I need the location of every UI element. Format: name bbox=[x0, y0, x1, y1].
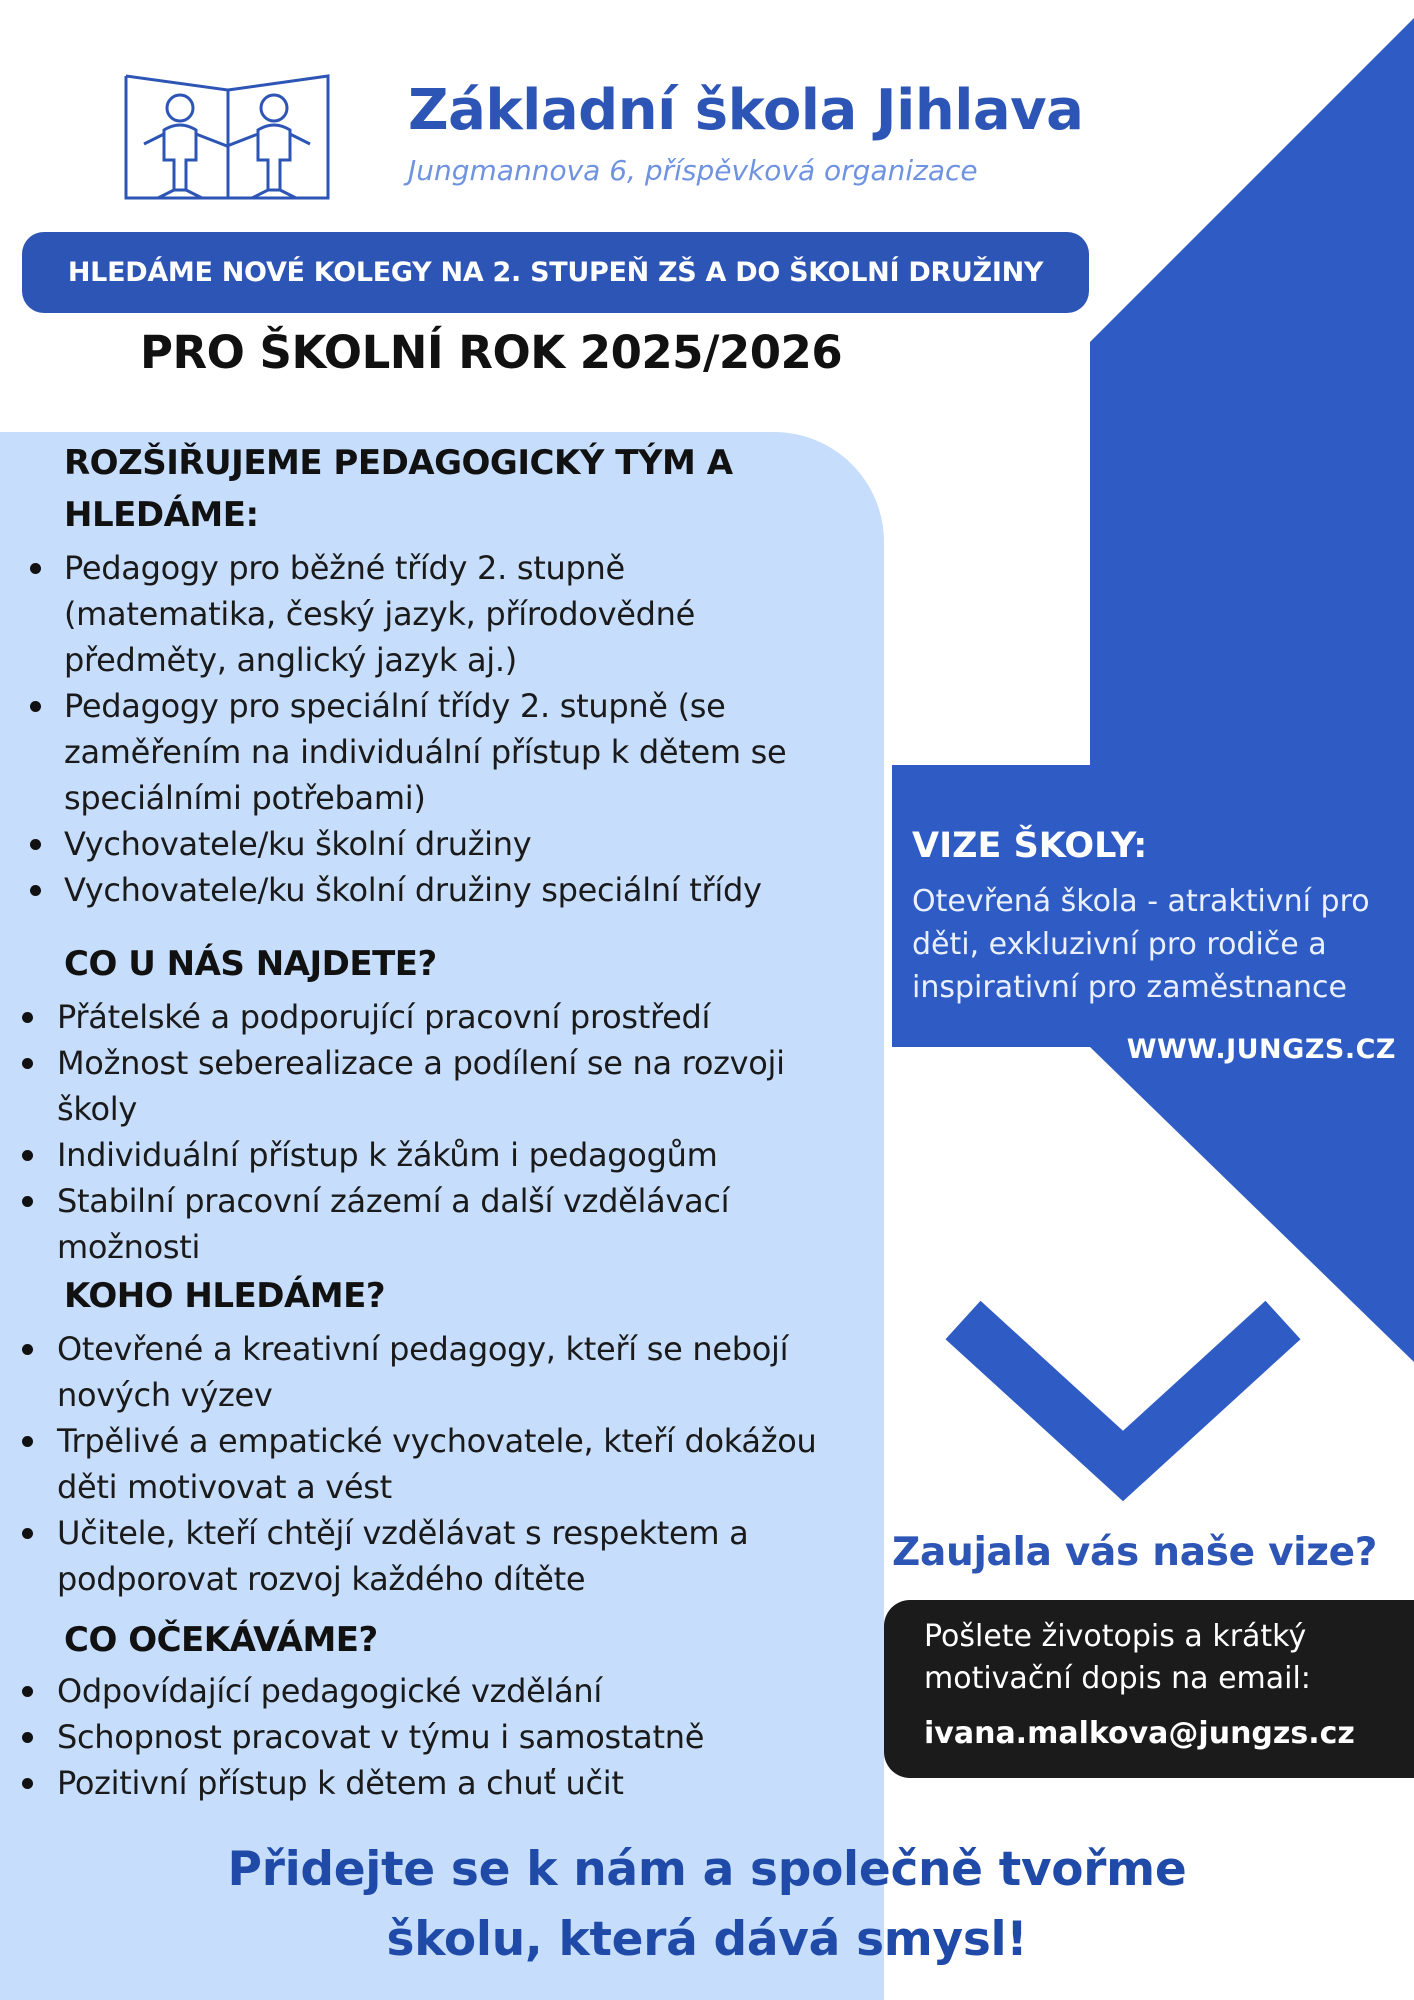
contact-instructions: Pošlete životopis a krátký motivační dopis na email: bbox=[924, 1619, 1311, 1696]
expect-list bbox=[0, 1668, 860, 1806]
list-item: Stabilní pracovní zázemí a další vzdělávací možnosti bbox=[0, 1178, 850, 1270]
website-link[interactable]: WWW.JUNGZS.CZ bbox=[1126, 1034, 1396, 1065]
list-item: Učitele, kteří chtějí vzdělávat s respektem a podporovat rozvoj každého dítěte bbox=[0, 1510, 875, 1602]
list-item: Pedagogy pro speciální třídy 2. stupně (se zaměřením na individuální přístup k dětem se speciálními potřebami) bbox=[0, 683, 840, 821]
contact-email-link[interactable]: ivana.malkova@jungzs.cz bbox=[924, 1716, 1355, 1751]
who-list bbox=[0, 1326, 875, 1602]
hiring-banner-text: HLEDÁME NOVÉ KOLEGY NA 2. STUPEŇ ZŠ A DO ŠKOLNÍ DRUŽINY bbox=[67, 257, 1044, 288]
school-logo bbox=[124, 64, 330, 200]
list-item: Trpělivé a empatické vychovatele, kteří dokážou děti motivovat a vést bbox=[0, 1418, 875, 1510]
who-heading: KOHO HLEDÁME? bbox=[64, 1276, 386, 1316]
cta-line1: Přidejte se k nám a společně tvořme bbox=[227, 1842, 1187, 1897]
list-item: Pedagogy pro běžné třídy 2. stupně (matematika, český jazyk, přírodovědné předměty, anglický jazyk aj.) bbox=[0, 545, 840, 683]
contact-question: Zaujala vás naše vize? bbox=[892, 1530, 1378, 1575]
vision-text: Otevřená škola - atraktivní pro děti, exkluzivní pro rodiče a inspirativní pro zaměstnance bbox=[912, 884, 1370, 1005]
expect-heading: CO OČEKÁVÁME? bbox=[64, 1620, 378, 1660]
hiring-banner bbox=[22, 232, 1089, 313]
list-item: Otevřené a kreativní pedagogy, kteří se nebojí nových výzev bbox=[0, 1326, 875, 1418]
team-list bbox=[0, 545, 840, 913]
list-item: Vychovatele/ku školní družiny bbox=[0, 821, 840, 867]
vision-title: VIZE ŠKOLY: bbox=[912, 826, 1148, 866]
school-name: Základní škola Jihlava bbox=[408, 78, 1084, 143]
list-item: Přátelské a podporující pracovní prostředí bbox=[0, 994, 850, 1040]
list-item: Pozitivní přístup k dětem a chuť učit bbox=[0, 1760, 860, 1806]
school-year-heading: PRO ŠKOLNÍ ROK 2025/2026 bbox=[140, 326, 843, 379]
chevron-down-icon bbox=[963, 1320, 1283, 1466]
list-item: Schopnost pracovat v týmu i samostatně bbox=[0, 1714, 860, 1760]
list-item: Individuální přístup k žákům i pedagogům bbox=[0, 1132, 850, 1178]
team-heading-line1: ROZŠIŘUJEME PEDAGOGICKÝ TÝM A bbox=[64, 443, 733, 483]
blue-diagonal-shape bbox=[1090, 18, 1414, 765]
list-item: Možnost seberealizace a podílení se na rozvoji školy bbox=[0, 1040, 850, 1132]
cta-line2: školu, která dává smysl! bbox=[386, 1912, 1028, 1967]
team-heading-line2: HLEDÁME: bbox=[64, 495, 259, 535]
school-subtitle: Jungmannova 6, příspěvková organizace bbox=[408, 154, 978, 187]
offer-heading: CO U NÁS NAJDETE? bbox=[64, 944, 437, 984]
list-item: Odpovídající pedagogické vzdělání bbox=[0, 1668, 860, 1714]
list-item: Vychovatele/ku školní družiny speciální třídy bbox=[0, 867, 840, 913]
offer-list bbox=[0, 994, 850, 1270]
